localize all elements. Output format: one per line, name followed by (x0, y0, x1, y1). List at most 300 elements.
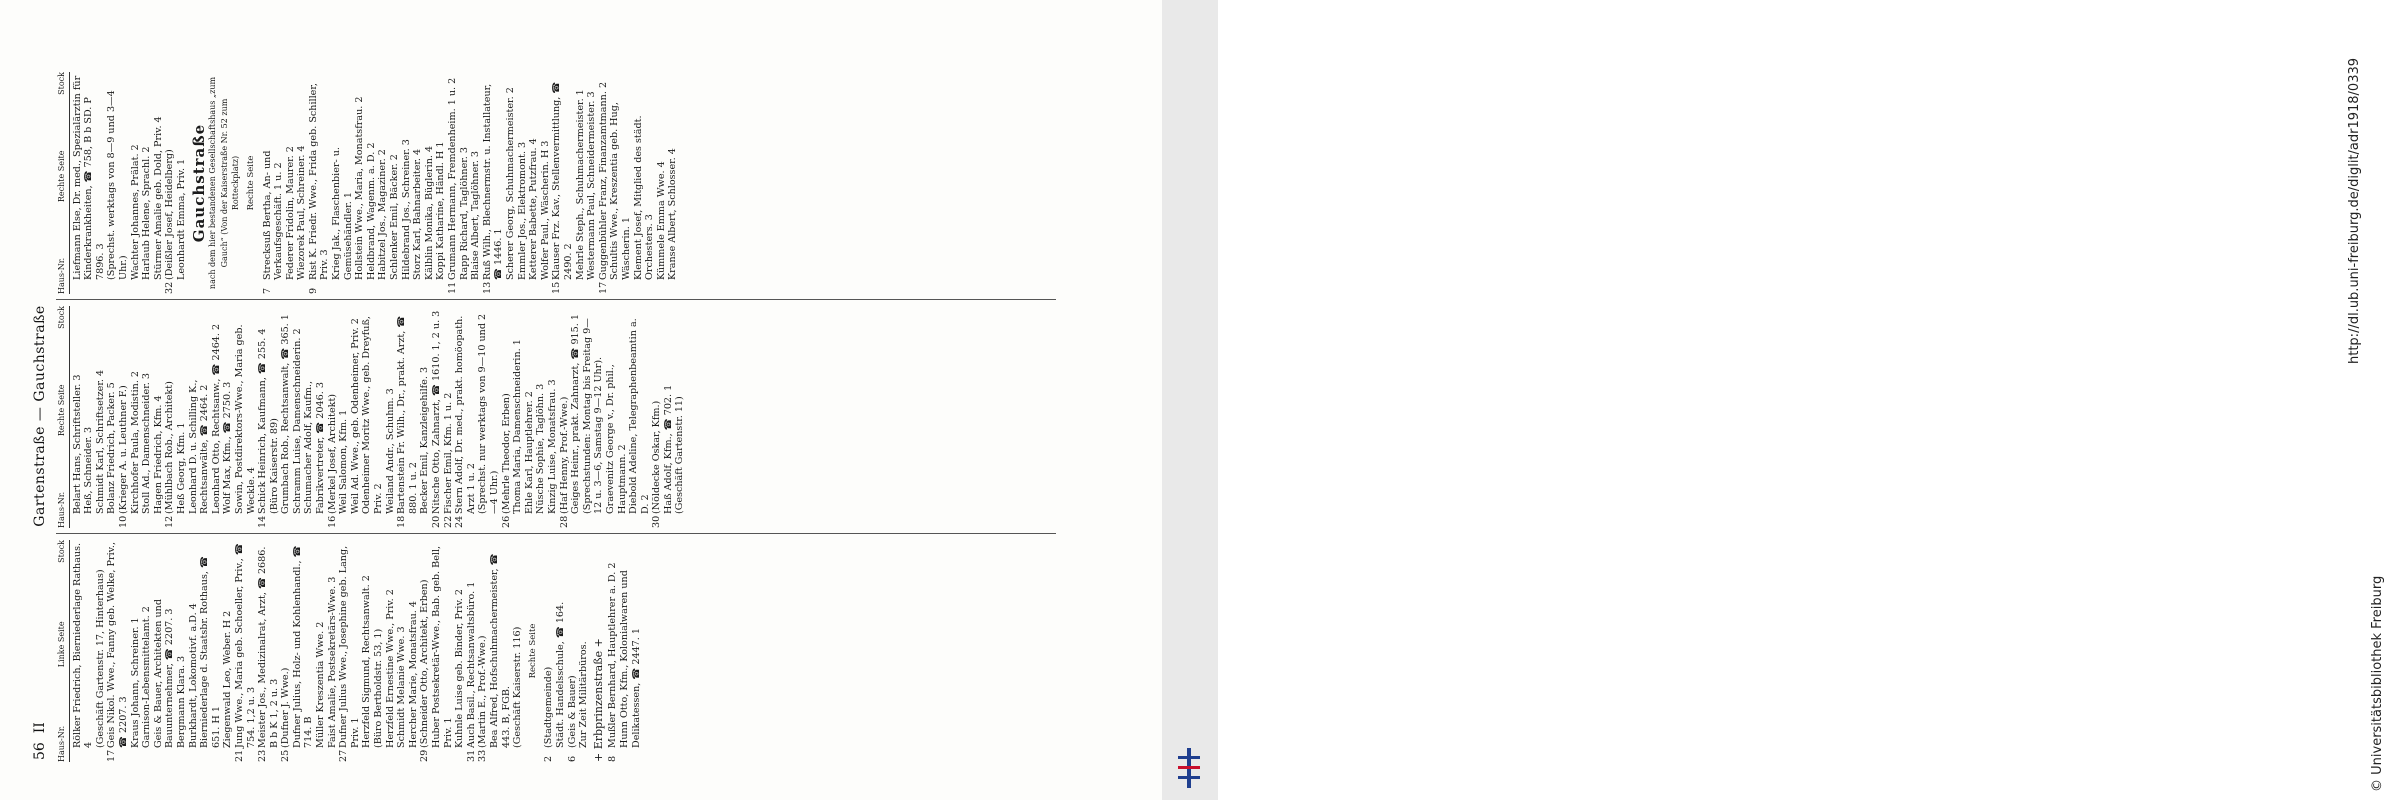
directory-entry (396, 540, 408, 762)
directory-entry (570, 306, 582, 528)
entry-text: Scherer Georg, Schuhmachermeister. 2 (504, 87, 516, 280)
directory-entry (412, 72, 424, 294)
house-number: 16 (326, 515, 338, 528)
entry-text: (Mehrle Theodor, Erben) (500, 393, 512, 514)
entry-text: Dufner Julius Wwe., Josephine geb. Lang, Priv. 1 (338, 545, 361, 748)
directory-entry (674, 306, 686, 528)
entry-text: Bolanz Friedrich, Packer. 5 (106, 382, 118, 514)
entry-text: Bartenstein Fr. Wilh., Dr., prakt. Arzt, ☎ 880. 1 u. 2 (396, 315, 419, 514)
house-number (280, 514, 292, 528)
directory-entry (338, 306, 350, 528)
entry-text: Thoma Maria, Damenschneiderin. 1 (512, 339, 524, 514)
entry-text: Haß Adolf, Kfm., ☎ 702. 1 (662, 384, 674, 514)
entry-text: Weil Salomon, Kfm. 1 (338, 409, 350, 514)
entry-text: Leonhard D. u. Schilling K., Rechtsanwälte, ☎ 2464. 2 (187, 379, 211, 514)
entry-text: Geiges Heinr., prakt. Zahnarzt, ☎ 915. 1 (570, 314, 582, 514)
entry-text: (Schneider Otto, Architekt, Erben) (419, 579, 431, 748)
house-number (489, 748, 512, 762)
house-number (435, 280, 447, 294)
house-number: 26 (500, 515, 512, 528)
entry-text: Rölker Friedrich, Bierniederlage Rathaus. 4 (71, 542, 95, 748)
directory-entry (83, 306, 95, 528)
column-divider (56, 533, 1056, 534)
house-number (141, 748, 153, 762)
house-number (586, 280, 598, 294)
directory-entry (559, 306, 571, 528)
directory-entry (292, 540, 315, 762)
entry-text: Harlaub Helene, Sprachl. 2 (141, 146, 153, 280)
entry-text: Leonhardt Emma, Priv. 1 (175, 158, 187, 280)
house-number (505, 280, 517, 294)
directory-entry (257, 306, 269, 528)
house-number (350, 514, 362, 528)
entry-text: Schumacher Adolf, Kaufm., Fabrikvertreter, ☎ 2046. 3 (303, 380, 327, 514)
directory-entry (454, 540, 466, 762)
house-number (408, 748, 420, 762)
directory-entry (95, 540, 107, 762)
entry-text: Geis & Bauer, Architekten und Bauunternehmer, ☎ 2207. 3 (152, 599, 176, 748)
directory-entry (609, 72, 632, 294)
entry-text: Bea Alfred, Hofschuhmachermeister, ☎ 443. B, FGB. (488, 553, 512, 748)
directory-entry (477, 540, 489, 762)
directory-entry (338, 540, 361, 762)
entry-text: Weiland Andr., Schuhm. 3 (384, 388, 396, 514)
directory-entry (454, 306, 477, 528)
directory-entry (578, 540, 590, 762)
directory-entry (543, 540, 555, 762)
directory-entry (607, 540, 619, 762)
directory-entry (130, 72, 142, 294)
running-title: Gartenstraße — Gauchstraße (32, 305, 48, 527)
house-number (547, 514, 559, 528)
entry-text: Schmidt Karl, Schriftsetzer. 4 (94, 369, 106, 514)
house-number (459, 280, 471, 294)
directory-entry (72, 72, 107, 294)
entry-text: Ziegenwald Leo, Weber. H 2 (222, 610, 234, 748)
entry-text: (Stadtgemeinde) (543, 666, 555, 748)
side-label: Rechte Seite (527, 623, 538, 679)
cross-street: + Erbprinzenstraße + (591, 638, 605, 762)
house-number (354, 280, 366, 294)
house-number: 27 (338, 749, 350, 762)
entry-text: Kinzig Luise, Monatsfrau. 3 (546, 379, 558, 514)
entry-text: Auch Basil., Rechtsanwaltsbüro. 1 (465, 581, 477, 748)
entry-text: Federer Fridolin, Maurer. 2 (284, 146, 296, 280)
entry-text: Belart Hans, Schriftsteller. 3 (71, 374, 83, 514)
directory-entry (489, 540, 512, 762)
entry-text: Leonhard Otto, Rechtsanw., ☎ 2464. 2 (210, 323, 222, 514)
entry-text: Grumbach Rob., Rechtsanwalt, ☎ 365. 1 (280, 314, 292, 514)
entry-text: Hercher Marie, Monatsfrau. 4 (407, 601, 419, 748)
directory-entry (547, 306, 559, 528)
directory-entry (419, 540, 431, 762)
running-head (30, 66, 52, 766)
house-number (633, 280, 656, 294)
house-number (269, 514, 281, 528)
entry-text: Bierniederlage d. Staatsbr. Rothaus, ☎ 651. H 1 (199, 556, 222, 748)
directory-entry (308, 72, 331, 294)
house-number (72, 280, 107, 294)
entry-text: Herzfeld Ernestine Wwe., Priv. 2 (384, 589, 396, 748)
house-number (141, 280, 153, 294)
house-number (176, 280, 188, 294)
entry-text: Stern Adolf, Dr. med., prakt. homöopath. Arzt 1 u. 2 (454, 315, 477, 514)
house-number: 24 (454, 515, 466, 528)
house-number: 17 (597, 281, 609, 294)
entry-text: Huber Postsekretär-Wwe., Bab. geb. Bell, Priv. 1 (431, 545, 454, 748)
entry-text: Ehle Karl, Hauptlehrer. 2 (523, 391, 535, 514)
directory-entry (285, 72, 297, 294)
entry-text: Mehrle Steph., Schuhmachermeister. 1 (574, 89, 586, 280)
directory-entry (164, 306, 176, 528)
entry-text: Meister Jos., Medizinalrat, Arzt, ☎ 2686. B b K 1, 2 u. 3 (257, 546, 280, 748)
house-number (211, 514, 223, 528)
house-number (285, 280, 297, 294)
directory-entry (459, 72, 471, 294)
house-number: 18 (396, 515, 408, 528)
house-number: 7 (261, 287, 273, 294)
directory-entry (176, 306, 188, 528)
directory-entry (470, 72, 482, 294)
house-number (540, 280, 552, 294)
directory-entry (331, 72, 354, 294)
house-number (130, 748, 142, 762)
house-number (83, 514, 95, 528)
house-number: 6 (566, 755, 578, 762)
house-number (188, 514, 211, 528)
directory-entry (385, 306, 397, 528)
house-number: 13 (481, 281, 493, 294)
house-number (366, 280, 378, 294)
directory-entry (361, 306, 384, 528)
entry-text: (Merkel Josef, Architekt) (326, 393, 338, 514)
entry-text: Blaise Albert, Taglöhner. 3 (470, 150, 482, 280)
house-number (524, 514, 536, 528)
entry-text: (Geschäft Kaiserstr. 116) (512, 626, 524, 748)
directory-entry (72, 540, 95, 762)
directory-entry (257, 540, 280, 762)
directory-entry (327, 540, 339, 762)
entry-text: Geis Nikol. Wwe., Fanny geb. Welke, Priv., ☎ 2207. 3 (106, 541, 129, 748)
entry-text: (Büro Bertholdstr. 53, 1) (373, 628, 385, 748)
house-number (431, 748, 454, 762)
directory-entry (477, 306, 500, 528)
house-number (424, 280, 436, 294)
entry-text: Guggenbühler Franz, Finanzamtmann. 2 (597, 81, 609, 280)
entry-text: Klauser Frz. Kav., Stellenvermittlung, ☎ 2490. 2 (551, 81, 574, 280)
house-number (385, 514, 397, 528)
house-number (72, 514, 84, 528)
directory-entry (619, 540, 642, 762)
entry-text: Schramm Luise, Damenschneiderin. 2 (291, 328, 303, 514)
section-subtitle: nach dem hier bestandenen Gesellschaftshaus „zum Gauch“ (Von der Kaiserstraße Nr. 52 zum Rotteckplatz) (208, 76, 241, 290)
entry-text: (Mühlbach Rob., Architekt) (164, 381, 176, 514)
directory-entry (656, 72, 668, 294)
house-number: 28 (558, 515, 570, 528)
directory-entry (401, 72, 413, 294)
directory-entry (153, 306, 165, 528)
directory-entry (628, 306, 651, 528)
house-number (327, 748, 339, 762)
house-number (667, 280, 679, 294)
entry-text: Graevenitz George v., Dr. phil., Hauptmann. 2 (604, 364, 628, 514)
entry-text: Dufner Julius, Holz- und Kohlenhandl., ☎ 714. B (291, 545, 315, 748)
entry-text: Kuhnle Luise geb. Binder, Priv. 2 (454, 589, 466, 748)
directory-entry (176, 540, 188, 762)
house-number (582, 514, 605, 528)
entry-text: Ruß Wilh., Blechnermstr. u. Installateur, ☎ 1446. 1 (481, 83, 505, 280)
entry-text: Kirchhofer Paula, Modistin. 2 (129, 370, 141, 514)
house-number (176, 514, 188, 528)
directory-entry (222, 540, 234, 762)
house-number: 22 (442, 515, 454, 528)
house-number: 12 (164, 515, 176, 528)
directory-entry (234, 540, 257, 762)
entry-text: Hollstein Wwe., Maria, Monatsfrau. 2 (354, 96, 366, 280)
house-number (199, 748, 222, 762)
house-number: 8 (607, 755, 619, 762)
entry-text: Garnison-Lebensmittelamt. 2 (141, 606, 153, 748)
entry-text: Klement Josef, Mitglied des städt. Orchesters. 3 (632, 115, 656, 280)
entry-text: Nüsche Sophie, Taglöhn. 3 (535, 383, 547, 514)
directory-entry (164, 72, 176, 294)
column-header: Haus-Nr. Rechte Seite Stock (56, 306, 70, 528)
house-number (153, 280, 165, 294)
column-right (56, 72, 1076, 294)
scanned-page (0, 0, 1162, 800)
entry-text: (Geschäft Gartenstr. 17, Hinterhaus) (94, 569, 106, 748)
house-number (628, 514, 651, 528)
house-number: 17 (106, 749, 118, 762)
house-number (389, 280, 401, 294)
section-title: Gauchstraße (189, 123, 208, 243)
entry-text: Kraus Johann, Schreiner. 1 (129, 617, 141, 748)
entry-text: (Sprechst. werktags von 8—9 und 3—4 Uhr.) (106, 90, 129, 280)
entry-text: (Martin E., Prof.-Wwe.) (477, 635, 489, 748)
entry-text: Schmidt Melanie Wwe. 3 (396, 626, 408, 748)
house-number: 33 (477, 749, 489, 762)
entry-text: (Krieger A. u. Leuthner F.) (117, 385, 129, 514)
directory-entry (153, 72, 165, 294)
house-number (292, 514, 304, 528)
directory-entry (303, 306, 326, 528)
directory-entry (234, 306, 257, 528)
entry-text: Bergmann Klara. 3 (175, 655, 187, 748)
house-number (292, 748, 315, 762)
directory-entry (651, 306, 663, 528)
house-number (578, 748, 590, 762)
directory-entry (501, 306, 513, 528)
house-number (401, 280, 413, 294)
entry-text: (Nöldecke Oskar, Kfm.) (651, 400, 663, 514)
entry-text: Diebold Adeline, Telegraphenbeamtin a. D. 2 (628, 318, 651, 514)
directory-entry (524, 306, 536, 528)
directory-entry (424, 72, 436, 294)
house-number (130, 280, 142, 294)
directory-entry (512, 540, 524, 762)
entry-text: (Deißler Josef, Heidelberg) (164, 149, 176, 280)
directory-entry (466, 540, 478, 762)
directory-entry (269, 306, 281, 528)
house-number: 10 (117, 515, 129, 528)
house-number (528, 280, 540, 294)
house-number (570, 514, 582, 528)
house-number (296, 280, 308, 294)
house-number: 2 (543, 755, 555, 762)
directory-entry (551, 72, 574, 294)
entry-text: (Sprechstunden: Montag bis Freitag 9—12 u. 3—6, Samstag 9—12 Uhr). (581, 318, 605, 514)
house-number (605, 514, 628, 528)
house-number (234, 514, 257, 528)
directory-entry (153, 540, 176, 762)
directory-entry (535, 306, 547, 528)
entry-text: Stürmer Amalie geb. Dold, Priv. 4 (152, 116, 164, 280)
house-number: 11 (447, 281, 458, 294)
rotated-page (30, 0, 730, 766)
directory-entry (528, 72, 540, 294)
house-number: 15 (551, 281, 563, 294)
entry-text: Strecksuß Bertha, An- und Verkaufsgeschäft. 1 u. 2 (261, 150, 285, 280)
house-number (106, 280, 129, 294)
source-url[interactable]: http://dl.ub.uni-freiburg.de/diglit/adr1918/0339 (2347, 57, 2362, 364)
house-number: 23 (257, 749, 269, 762)
entry-text: (Dufner J. Wwe.) (280, 667, 292, 748)
directory-entry (141, 306, 153, 528)
directory-entry (555, 540, 567, 762)
directory-entry (377, 72, 389, 294)
directory-entry (435, 72, 447, 294)
entry-text: Wolfer Paul., Wäscherin. H 3 (539, 140, 551, 280)
directory-entry (633, 72, 656, 294)
column-header: Haus-Nr. Rechte Seite Stock (56, 72, 70, 294)
directory-entry (408, 540, 420, 762)
library-logo-icon (1176, 748, 1202, 788)
house-number: 29 (419, 749, 431, 762)
entry-text: Westermann Paul, Schneidermeister. 3 (586, 91, 598, 280)
entry-text: Nitsche Otto, Zahnarzt, ☎ 1610. 1, 2 u. 3 (431, 310, 442, 514)
entry-text: Becker Emil, Kanzleigehilfe. 3 (419, 366, 431, 514)
directory-entry (598, 72, 610, 294)
directory-entry (663, 306, 675, 528)
entry-text: Hagen Friedrich, Kfm. 4 (152, 395, 164, 514)
entry-text: Odenheimer Moritz Wwe., geb. Dreyfuß, Priv. 2 (361, 316, 385, 514)
column-header: Haus-Nr. Linke Seite Stock (56, 540, 70, 762)
house-number: 31 (465, 749, 477, 762)
house-number: 21 (233, 749, 245, 762)
house-number (555, 748, 567, 762)
entry-text: Städt. Handelsschule, ☎ 164. (554, 601, 566, 748)
directory-entry (262, 72, 285, 294)
house-number (72, 748, 95, 762)
directory-entry (385, 540, 397, 762)
directory-entry (141, 72, 153, 294)
house-number (373, 748, 385, 762)
entry-text: Kümmele Emma Wwe. 4 (655, 161, 667, 280)
entry-text: Liefmann Else, Dr. med., Spezialärztin für Kinderkrankheiten, ☎ 758, B b SD. P 7896. 3 (71, 75, 106, 280)
viewer-sidebar (1162, 0, 2385, 800)
house-number (153, 748, 176, 762)
house-number (663, 514, 675, 528)
page-number: 56 II (32, 722, 48, 760)
entry-text: Heß, Schneider. 3 (83, 426, 95, 514)
entry-text: Heß Georg, Kfm. 1 (175, 422, 187, 514)
directory-entry (512, 306, 524, 528)
entry-text: Wachter Johannes, Prälat. 2 (129, 144, 141, 280)
directory-entry (575, 72, 587, 294)
entry-text: Faist Amalie, Postsekretärs-Wwe. 3 (326, 576, 338, 748)
house-number: 14 (257, 515, 269, 528)
directory-entry (447, 72, 459, 294)
house-number (95, 514, 107, 528)
entry-text: Herzfeld Sigmund, Rechtsanwalt. 2 (361, 575, 373, 748)
entry-text: Ketterer Babette, Putzfrau. 4 (528, 138, 540, 280)
house-number (377, 280, 389, 294)
directory-entry (106, 540, 129, 762)
directory-entry (373, 540, 385, 762)
house-number (517, 280, 529, 294)
entry-text: Fischer Emil, Kfm. 1 u. 2 (442, 392, 454, 514)
house-number (470, 280, 482, 294)
entry-text: Storz Karl, Bahnarbeiter. 4 (412, 148, 424, 280)
entry-text: (Geschäft Gartenstr. 11) (674, 396, 686, 514)
entry-text: Wiezorek Paul, Schreiner. 4 (296, 145, 308, 280)
entry-text: Hunn Otto, Kfm., Kolonialwaren und Delikatessen, ☎ 2447. 1 (618, 570, 642, 748)
directory-entry (567, 540, 579, 762)
house-number (303, 514, 326, 528)
entry-text: Hildebrand Jos., Schreiner. 3 (400, 139, 412, 280)
house-number: 9 (307, 287, 319, 294)
house-number (656, 280, 668, 294)
directory-entry (482, 72, 505, 294)
directory-entry (141, 540, 153, 762)
entry-text: (Büro Kaiserstr. 89) (268, 418, 280, 514)
column-middle (56, 306, 1076, 528)
entry-text: Kälblin Monika, Büglerin. 4 (423, 145, 435, 280)
entry-text: Weil Ad. Wwe., geb. Odenheimer, Priv. 2 (349, 318, 361, 514)
house-number: 32 (164, 281, 176, 294)
entry-text: Koppi Katharine, Händl. H 1 (435, 141, 447, 280)
directory-entry (431, 540, 454, 762)
directory-entry (106, 306, 118, 528)
entry-text: Emmler Jos., Elektromont. 3 (516, 141, 528, 280)
house-number (130, 514, 142, 528)
house-number (412, 280, 424, 294)
house-number (477, 514, 500, 528)
directory-entry (72, 306, 84, 528)
house-number (188, 748, 200, 762)
entry-text: Grumann Hermann, Fremdenheim. 1 u. 2 (447, 77, 458, 280)
house-number (141, 514, 153, 528)
entry-text: Wolf Max, Kfm., ☎ 2750. 3 (222, 381, 234, 514)
directory-entry (396, 306, 419, 528)
house-number (575, 280, 587, 294)
directory-entry (106, 72, 129, 294)
house-number (609, 280, 632, 294)
column-left (56, 540, 1076, 762)
directory-entry (130, 540, 142, 762)
house-number (454, 748, 466, 762)
library-credit: © Universitätsbibliothek Freiburg (2370, 575, 2385, 792)
house-number (396, 748, 408, 762)
directory-entry (389, 72, 401, 294)
directory-entry (350, 306, 362, 528)
entry-text: Rist K. Friedr. Wwe., Frida geb. Schiller, Priv. 3 (307, 83, 331, 280)
directory-entry (605, 306, 628, 528)
directory-entry (366, 72, 378, 294)
directory-entry (118, 306, 130, 528)
house-number (361, 748, 373, 762)
entry-text: Habitzel Jos., Magaziner. 2 (377, 149, 389, 280)
